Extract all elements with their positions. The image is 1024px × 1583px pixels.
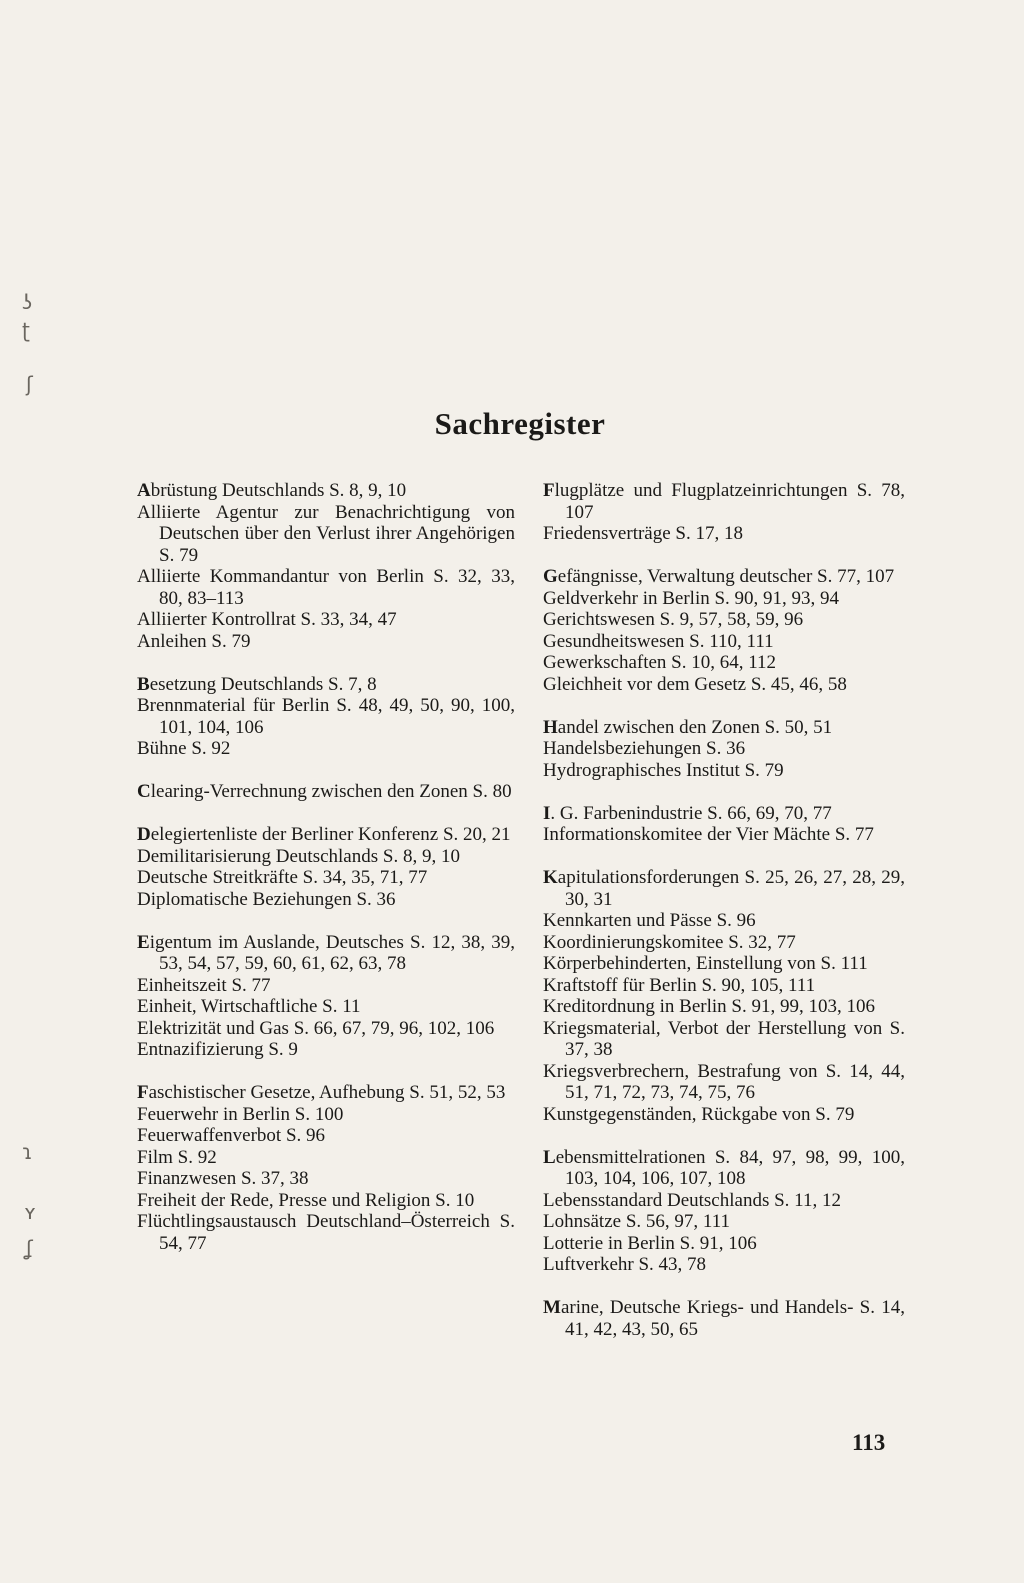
index-entry: Alliierte Agentur zur Benachrichtigung von Deutschen über den Verlust ihrer Angehörigen S. 79 (137, 501, 515, 566)
margin-mark: ʈ (22, 318, 30, 342)
index-entry: Handelsbeziehungen S. 36 (543, 738, 746, 759)
index-entry: Lebensstandard Deutschlands S. 11, 12 (543, 1189, 841, 1211)
index-letter-group (543, 1147, 905, 1276)
index-entry: Demilitarisierung Deutschlands S. 8, 9, 10 (137, 845, 460, 867)
index-group-initial: G (543, 566, 558, 587)
index-group-initial: M (543, 1297, 561, 1318)
margin-mark: ʖ (22, 290, 33, 314)
index-entry: Kreditordnung in Berlin S. 91, 99, 103, 106 (543, 996, 875, 1017)
index-group-initial: F (137, 1082, 149, 1103)
index-entry: Gewerkschaften S. 10, 64, 112 (543, 652, 777, 673)
margin-mark: ɿ (22, 1140, 33, 1164)
page-number: 113 (852, 1430, 886, 1455)
index-entry: Kunstgegenständen, Rückgabe von S. 79 (543, 1103, 855, 1125)
index-entry: Einheitszeit S. 77 (137, 974, 271, 996)
index-letter-group (543, 480, 905, 545)
index-entry: Kriegsmaterial, Verbot der Herstellung von S. 37, 38 (543, 1017, 905, 1060)
index-column-left (137, 480, 515, 1276)
index-entry: Abrüstung Deutschlands S. 8, 9, 10 (137, 480, 407, 501)
index-entry: Marine, Deutsche Kriegs- und Handels- S. 14, 41, 42, 43, 50, 65 (543, 1297, 905, 1340)
index-entry: Lohnsätze S. 56, 97, 111 (543, 1211, 730, 1232)
index-entry: Elektrizität und Gas S. 66, 67, 79, 96, 102, 106 (137, 1017, 495, 1039)
index-entry: Geldverkehr in Berlin S. 90, 91, 93, 94 (543, 587, 840, 609)
index-group-initial: H (543, 716, 558, 738)
index-letter-group (543, 1297, 905, 1340)
index-entry: Freiheit der Rede, Presse und Religion S. 10 (137, 1189, 475, 1211)
index-entry: Lotterie in Berlin S. 91, 106 (543, 1232, 757, 1254)
index-entry: Besetzung Deutschlands S. 7, 8 (137, 673, 377, 695)
index-group-initial: L (543, 1146, 556, 1168)
index-letter-group (543, 867, 905, 1125)
margin-mark: ʏ (24, 1200, 37, 1224)
index-entry: Gesundheitswesen S. 110, 111 (543, 630, 774, 652)
index-entry: Gerichtswesen S. 9, 57, 58, 59, 96 (543, 609, 804, 630)
index-entry: Einheit, Wirtschaftliche S. 11 (137, 996, 361, 1017)
page-title: Sachregister (434, 406, 606, 441)
index-entry: Hydrographisches Institut S. 79 (543, 759, 784, 781)
index-entry: Anleihen S. 79 (137, 630, 251, 652)
index-entry: Clearing-Verrechnung zwischen den Zonen S. 80 (137, 781, 512, 802)
index-entry: Kraftstoff für Berlin S. 90, 105, 111 (543, 974, 816, 996)
index-entry: Kriegsverbrechern, Bestrafung von S. 14, 44, 51, 71, 72, 73, 74, 75, 76 (543, 1060, 905, 1103)
index-entry: Deutsche Streitkräfte S. 34, 35, 71, 77 (137, 867, 428, 888)
index-letter-group (137, 480, 515, 652)
margin-mark: ʃ (26, 372, 33, 396)
index-group-initial: F (543, 480, 555, 501)
index-entry: Gleichheit vor dem Gesetz S. 45, 46, 58 (543, 673, 847, 695)
index-entry: Körperbehinderten, Einstellung von S. 111 (543, 953, 868, 974)
index-entry: Informationskomitee der Vier Mächte S. 77 (543, 824, 874, 845)
index-group-initial: I (543, 802, 551, 824)
index-entry: Diplomatische Beziehungen S. 36 (137, 888, 396, 910)
index-entry: Luftverkehr S. 43, 78 (543, 1254, 707, 1275)
index-letter-group (137, 932, 515, 1061)
index-group-initial: B (137, 673, 150, 695)
index-entry: Gefängnisse, Verwaltung deutscher S. 77, 107 (543, 566, 895, 587)
index-entry: Kennkarten und Pässe S. 96 (543, 910, 756, 931)
index-letter-group (543, 803, 905, 846)
index-group-initial: A (137, 480, 151, 501)
index-entry: I. G. Farbenindustrie S. 66, 69, 70, 77 (543, 802, 832, 824)
index-entry: Alliierter Kontrollrat S. 33, 34, 47 (137, 609, 397, 630)
index-entry: Friedensverträge S. 17, 18 (543, 523, 743, 544)
index-group-initial: C (137, 781, 151, 802)
index-group-initial: D (137, 824, 151, 845)
index-entry: Handel zwischen den Zonen S. 50, 51 (543, 716, 833, 738)
index-entry: Delegiertenliste der Berliner Konferenz S. 20, 21 (137, 824, 511, 845)
index-letter-group (543, 566, 905, 695)
index-entry: Lebensmittelrationen S. 84, 97, 98, 99, 100, 103, 104, 106, 107, 108 (543, 1146, 905, 1189)
index-entry: Flüchtlingsaustausch Deutschland–Österreich S. 54, 77 (137, 1211, 515, 1254)
index-entry: Eigentum im Auslande, Deutsches S. 12, 38, 39, 53, 54, 57, 59, 60, 61, 62, 63, 78 (137, 931, 515, 974)
index-entry: Feuerwehr in Berlin S. 100 (137, 1103, 344, 1125)
index-letter-group (137, 1082, 515, 1254)
index-entry: Flugplätze und Flugplatzeinrichtungen S. 78, 107 (543, 480, 905, 523)
index-letter-group (543, 717, 905, 782)
index-entry: Alliierte Kommandantur von Berlin S. 32, 33, 80, 83–113 (137, 566, 515, 609)
index-entry: Finanzwesen S. 37, 38 (137, 1168, 309, 1189)
index-group-initial: E (137, 931, 150, 953)
index-entry: Faschistischer Gesetze, Aufhebung S. 51, 52, 53 (137, 1082, 506, 1103)
index-group-initial: K (543, 867, 558, 888)
index-entry: Koordinierungskomitee S. 32, 77 (543, 931, 796, 953)
margin-mark: ʆ (26, 1236, 33, 1260)
index-entry: Entnazifizierung S. 9 (137, 1039, 298, 1060)
index-letter-group (137, 781, 515, 803)
index-entry: Kapitulationsforderungen S. 25, 26, 27, 28, 29, 30, 31 (543, 867, 905, 910)
index-entry: Film S. 92 (137, 1146, 217, 1168)
index-letter-group (137, 674, 515, 760)
index-column-right (543, 480, 905, 1362)
index-entry: Brennmaterial für Berlin S. 48, 49, 50, 90, 100, 101, 104, 106 (137, 695, 515, 738)
index-letter-group (137, 824, 515, 910)
index-entry: Bühne S. 92 (137, 738, 231, 759)
index-entry: Feuerwaffenverbot S. 96 (137, 1125, 326, 1146)
